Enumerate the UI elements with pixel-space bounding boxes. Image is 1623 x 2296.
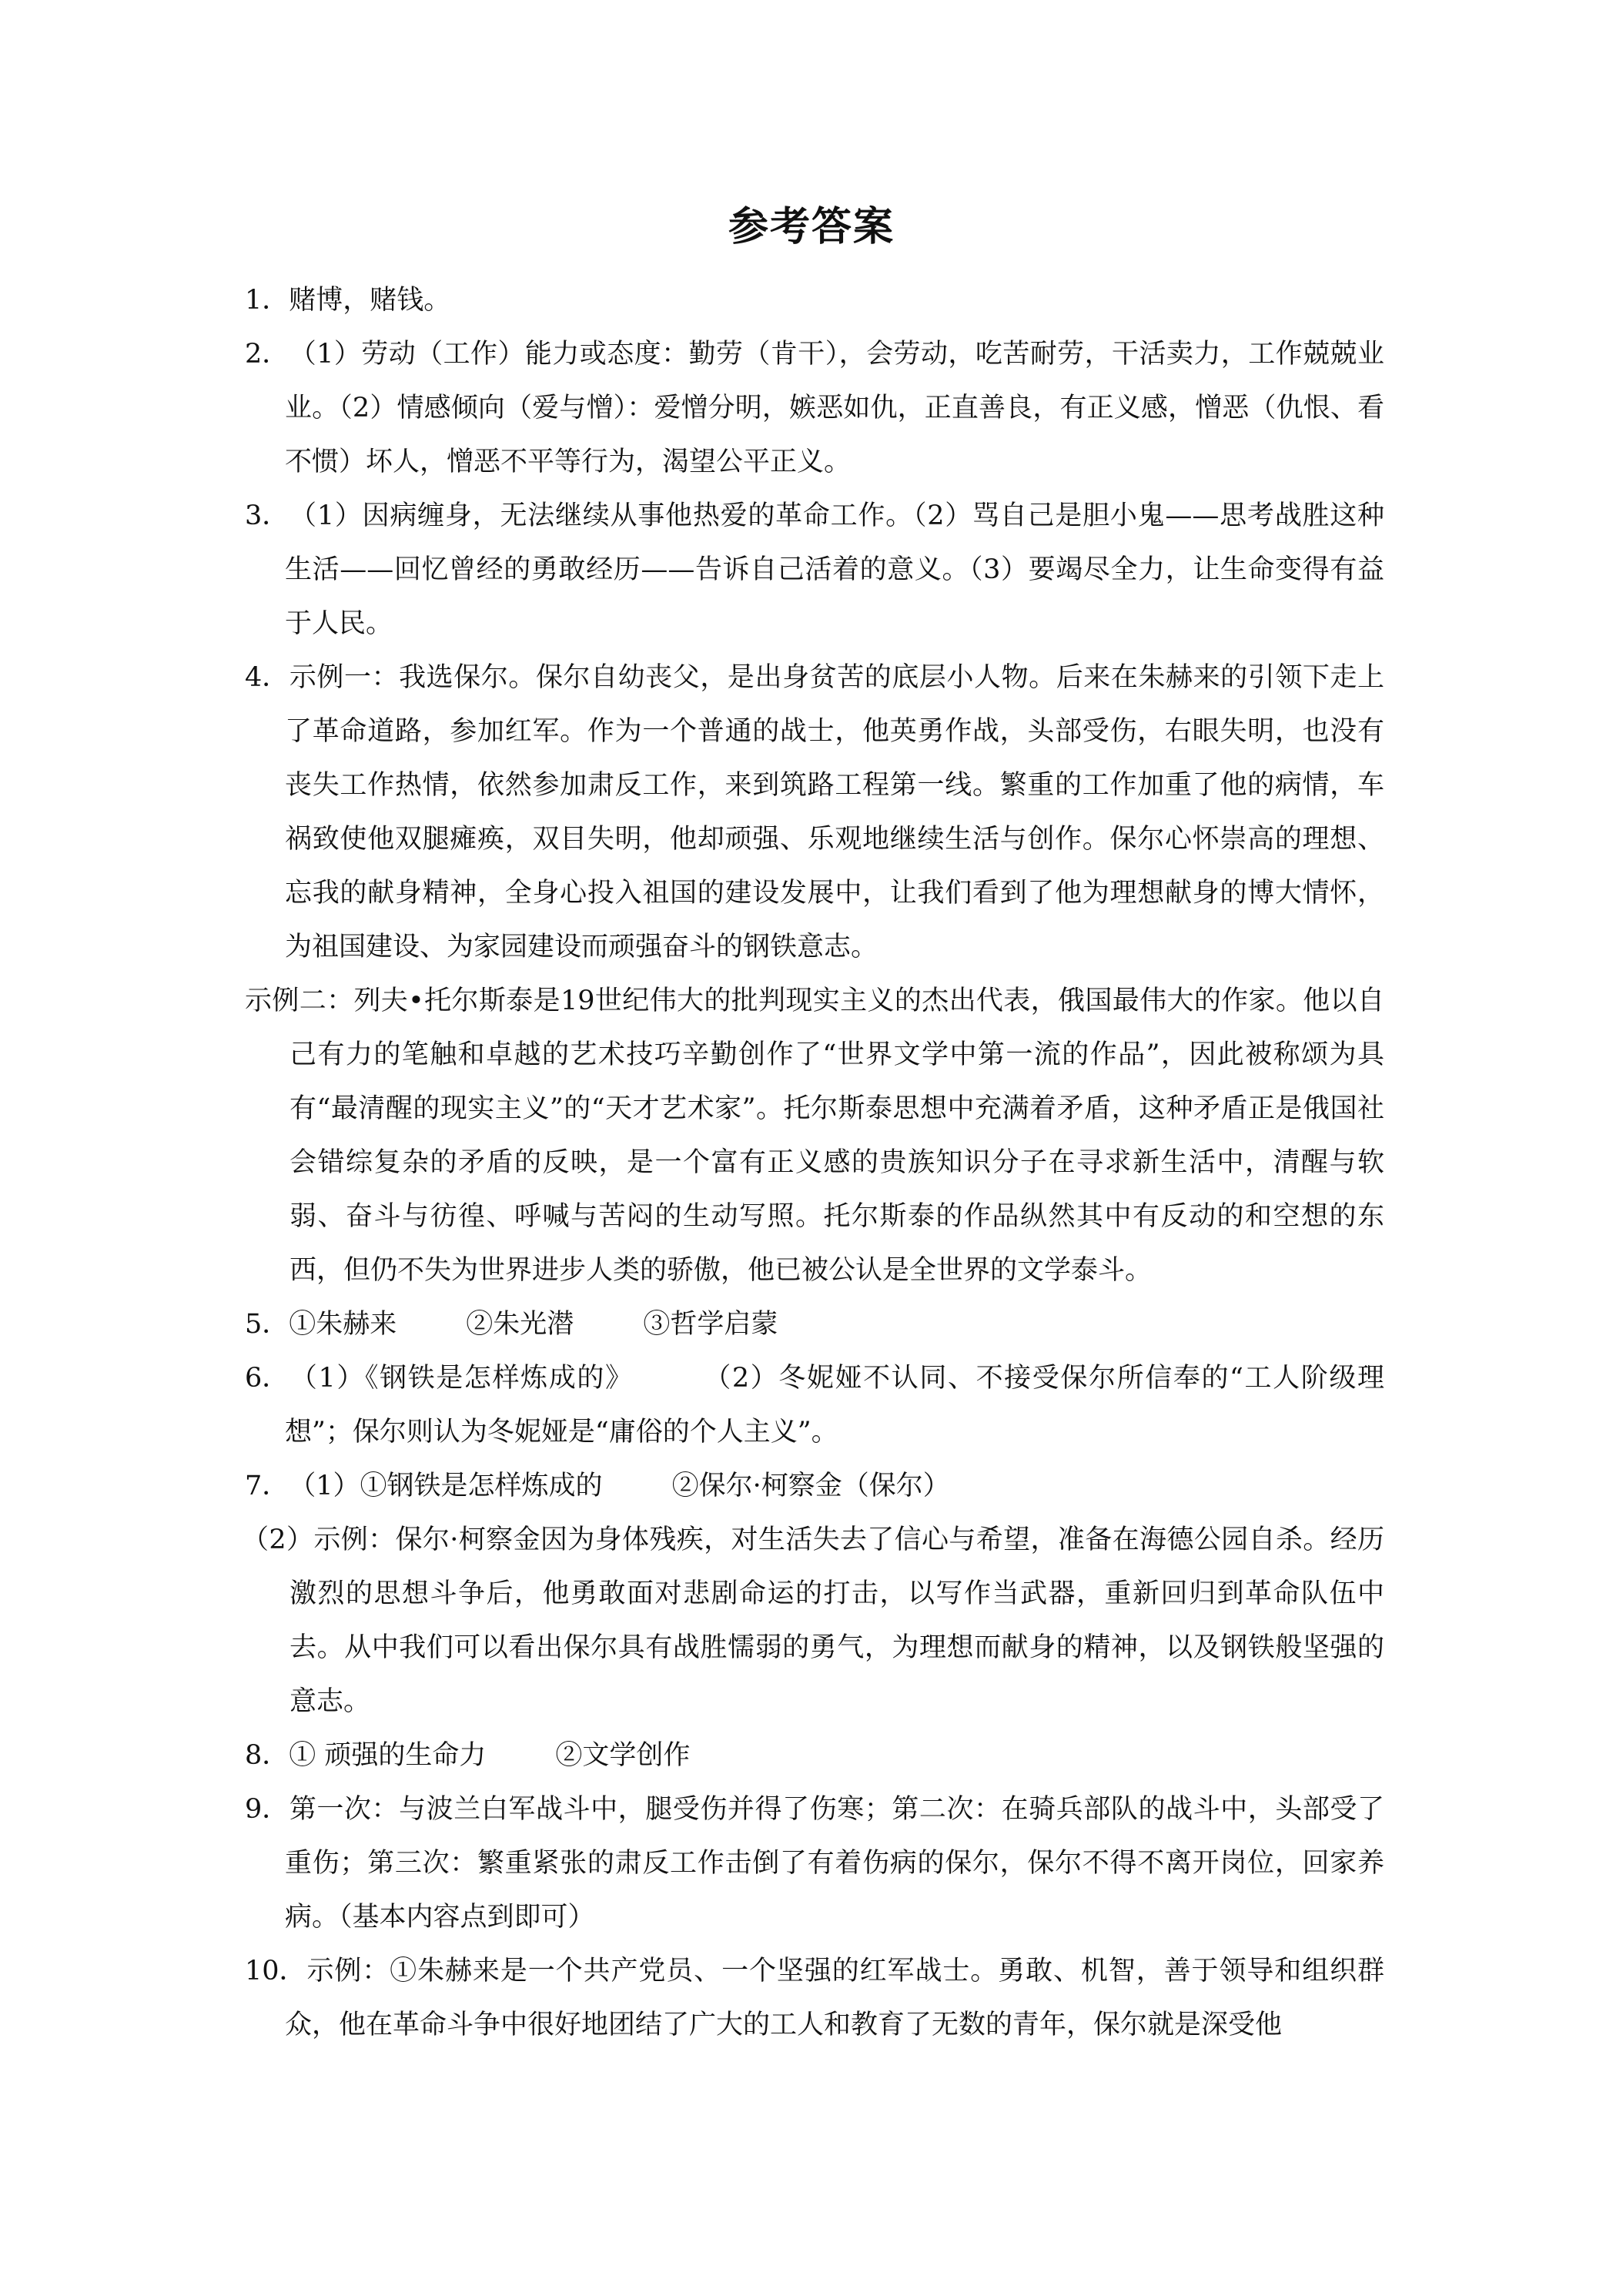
item-text: 示例一：我选保尔。保尔自幼丧父，是出身贫苦的底层小人物。后来在朱赫来的引领下走上了革命道路，参加红军。作为一个普通的战士，他英勇作战，头部受伤，右眼失明，也没有丧失工作热情，依然参加肃反工作，来到筑路工程第一线。繁重的工作加重了他的病情，车祸致使他双腿瘫痪，双目失明，他却顽强、乐观地继续生活与创作。保尔心怀崇高的理想、忘我的献身精神，全身心投入祖国的建设发展中，让我们看到了他为理想献身的博大情怀，为祖国建设、为家园建设而顽强奋斗的钢铁意志。 [285, 662, 1384, 962]
answer-item-10 [245, 1944, 1384, 2052]
answer-item-3 [245, 489, 1384, 651]
item-part: ②朱光潜 [466, 1309, 574, 1340]
item-part: ③哲学启蒙 [643, 1309, 778, 1340]
item-number: 5． [245, 1309, 289, 1340]
answer-item-8 [245, 1729, 1384, 1782]
answer-item-1 [245, 273, 1384, 327]
item-part: （1）《钢铁是怎样炼成的》 [289, 1363, 634, 1394]
item-number: 7． [245, 1471, 289, 1501]
item-number: 8． [245, 1740, 289, 1771]
item-number: 1． [245, 285, 289, 316]
answer-item-9 [245, 1782, 1384, 1944]
item-number: 3． [245, 500, 289, 531]
item-text: 示例：①朱赫来是一个共产党员、一个坚强的红军战士。勇敢、机智，善于领导和组织群众，他在革命斗争中很好地团结了广大的工人和教育了无数的青年，保尔就是深受他 [285, 1956, 1384, 2040]
answer-item-7 [245, 1459, 1384, 1513]
item-text: （1）因病缠身，无法继续从事他热爱的革命工作。（2）骂自己是胆小鬼——思考战胜这种生活——回忆曾经的勇敢经历——告诉自己活着的意义。（3）要竭尽全力，让生命变得有益于人民。 [285, 500, 1384, 639]
item-part: ①朱赫来 [289, 1309, 397, 1340]
answer-list [242, 273, 1384, 2052]
answer-item-7-part-2 [242, 1513, 1384, 1729]
item-part: ① 顽强的生命力 [289, 1740, 487, 1771]
item-text: 赌博，赌钱。 [289, 285, 451, 316]
page-title: 参考答案 [728, 204, 895, 250]
item-text: 示例二：列夫•托尔斯泰是19世纪伟大的批判现实主义的杰出代表，俄国最伟大的作家。他以自己有力的笔触和卓越的艺术技巧辛勤创作了“世界文学中第一流的作品”，因此被称颂为具有“最清醒的现实主义”的“天才艺术家”。托尔斯泰思想中充满着矛盾，这种矛盾正是俄国社会错综复杂的矛盾的反映，是一个富有正义感的贵族知识分子在寻求新生活中，清醒与软弱、奋斗与彷徨、呼喊与苦闷的生动写照。托尔斯泰的作品纵然其中有反动的和空想的东西，但仍不失为世界进步人类的骄傲，他已被公认是全世界的文学泰斗。 [245, 986, 1384, 1286]
answer-item-6 [245, 1351, 1384, 1459]
item-part: ②保尔·柯察金（保尔） [671, 1471, 950, 1501]
item-number: 10． [245, 1956, 306, 1986]
item-text: （1）劳动（工作）能力或态度：勤劳（肯干），会劳动，吃苦耐劳，干活卖力，工作兢兢业业。（2）情感倾向（爱与憎）：爱憎分明，嫉恶如仇，正直善良，有正义感，憎恶（仇恨、看不惯）坏人，憎恶不平等行为，渴望公平正义。 [285, 339, 1384, 477]
answer-item-5 [245, 1297, 1384, 1351]
item-part: （1）①钢铁是怎样炼成的 [289, 1471, 603, 1501]
answer-item-2 [245, 327, 1384, 489]
item-number: 9． [245, 1794, 289, 1825]
item-number: 4． [245, 662, 289, 693]
answer-item-4-example-2 [245, 974, 1384, 1297]
item-text: 第一次：与波兰白军战斗中，腿受伤并得了伤寒；第二次：在骑兵部队的战斗中，头部受了重伤；第三次：繁重紧张的肃反工作击倒了有着伤病的保尔，保尔不得不离开岗位，回家养病。（基本内容点到即可） [285, 1794, 1384, 1933]
item-part: （2）冬妮娅不认同、不接受保尔所信奉的“工人阶级理想”；保尔则认为冬妮娅是“庸俗的个人主义”。 [285, 1363, 1384, 1448]
item-text: （2）示例：保尔·柯察金因为身体残疾，对生活失去了信心与希望，准备在海德公园自杀。经历激烈的思想斗争后，他勇敢面对悲剧命运的打击，以写作当武器，重新回归到革命队伍中去。从中我们可以看出保尔具有战胜懦弱的勇气，为理想而献身的精神，以及钢铁般坚强的意志。 [242, 1525, 1384, 1717]
item-number: 2． [245, 339, 289, 370]
item-number: 6． [245, 1363, 289, 1394]
item-part: ②文学创作 [555, 1740, 691, 1771]
answer-item-4 [245, 651, 1384, 974]
